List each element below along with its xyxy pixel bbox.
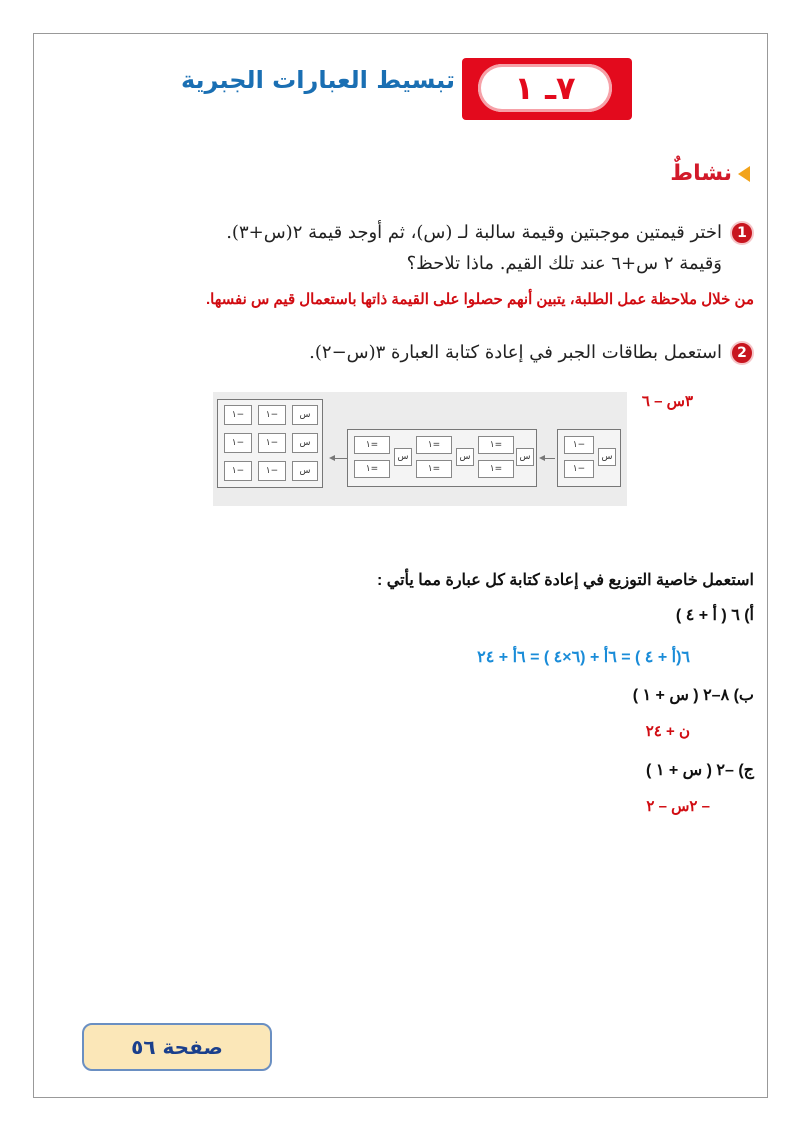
step-number-1: 1 xyxy=(730,221,754,245)
neg-one-tile: ١= xyxy=(478,436,514,454)
tiles-group-one xyxy=(557,429,621,487)
arrow-left-icon xyxy=(329,455,335,461)
exercise-b-answer: ن + ٢٤ xyxy=(645,723,690,740)
activity-heading xyxy=(670,161,750,186)
x-tile: س xyxy=(394,448,412,466)
step-1-answer: من خلال ملاحظة عمل الطلبة، يتبين أنهم حصلوا على القيمة ذاتها باستعمال قيم س نفسها. xyxy=(206,291,754,308)
tiles-group-result xyxy=(217,399,323,488)
lesson-number: ٧ـ ١ xyxy=(514,69,576,107)
neg-one-tile: ١= xyxy=(416,460,452,478)
x-tile: س xyxy=(292,461,318,481)
exercise-instruction: استعمل خاصية التوزيع في إعادة كتابة كل عبارة مما يأتي : xyxy=(376,572,754,589)
tiles-group-three xyxy=(347,429,537,487)
x-tile: س xyxy=(292,405,318,425)
x-tile: س xyxy=(598,448,616,466)
page-frame xyxy=(33,33,768,1098)
step-2-text: استعمل بطاقات الجبر في إعادة كتابة العبارة ٣(س−٢). xyxy=(309,342,722,363)
neg-one-tile: ١= xyxy=(354,436,390,454)
neg-one-tile: ١= xyxy=(416,436,452,454)
neg-one-tile: ١− xyxy=(224,405,252,425)
neg-one-tile: ١− xyxy=(258,461,286,481)
step-number-2: 2 xyxy=(730,341,754,365)
arrow-line xyxy=(333,458,347,459)
exercise-c-problem: ج) –٢ ( س + ١ ) xyxy=(646,762,754,779)
step-2-answer: ٣س – ٦ xyxy=(641,393,693,410)
neg-one-tile: ١− xyxy=(564,460,594,478)
neg-one-tile: ١= xyxy=(478,460,514,478)
neg-one-tile: ١− xyxy=(224,433,252,453)
step-2-badge xyxy=(730,341,754,365)
exercise-a-problem: أ) ٦ ( أ + ٤ ) xyxy=(675,607,754,624)
lesson-title: تبسيط العبارات الجبرية xyxy=(180,66,455,94)
exercise-b-problem: ب) ٨–٢ ( س + ١ ) xyxy=(632,687,754,704)
x-tile: س xyxy=(516,448,534,466)
neg-one-tile: ١= xyxy=(354,460,390,478)
lesson-badge xyxy=(462,58,632,120)
arrow-icon xyxy=(738,166,750,182)
x-tile: س xyxy=(456,448,474,466)
exercise-c-answer: – ٢س – ٢ xyxy=(646,798,710,815)
step-1-line-1: اختر قيمتين موجبتين وقيمة سالبة لـ (س)، ثم أوجد قيمة ٢(س+٣). xyxy=(226,222,722,243)
x-tile: س xyxy=(292,433,318,453)
algebra-tiles-figure xyxy=(213,392,627,506)
lesson-number-pill xyxy=(478,64,612,112)
page-number-box xyxy=(82,1023,272,1071)
neg-one-tile: ١− xyxy=(258,433,286,453)
arrow-left-icon xyxy=(539,455,545,461)
step-1-badge xyxy=(730,221,754,245)
neg-one-tile: ١− xyxy=(258,405,286,425)
activity-label: نشاطٌ xyxy=(670,161,732,186)
neg-one-tile: ١− xyxy=(564,436,594,454)
neg-one-tile: ١− xyxy=(224,461,252,481)
page-number: صفحة ٥٦ xyxy=(131,1035,223,1059)
step-1-line-2: وَقيمة ٢ س+٦ عند تلك القيم. ماذا تلاحظ؟ xyxy=(406,253,722,274)
exercise-a-answer: ٦(أ + ٤ ) = ٦أ + (٦×٤ ) = ٦أ + ٢٤ xyxy=(477,649,690,666)
